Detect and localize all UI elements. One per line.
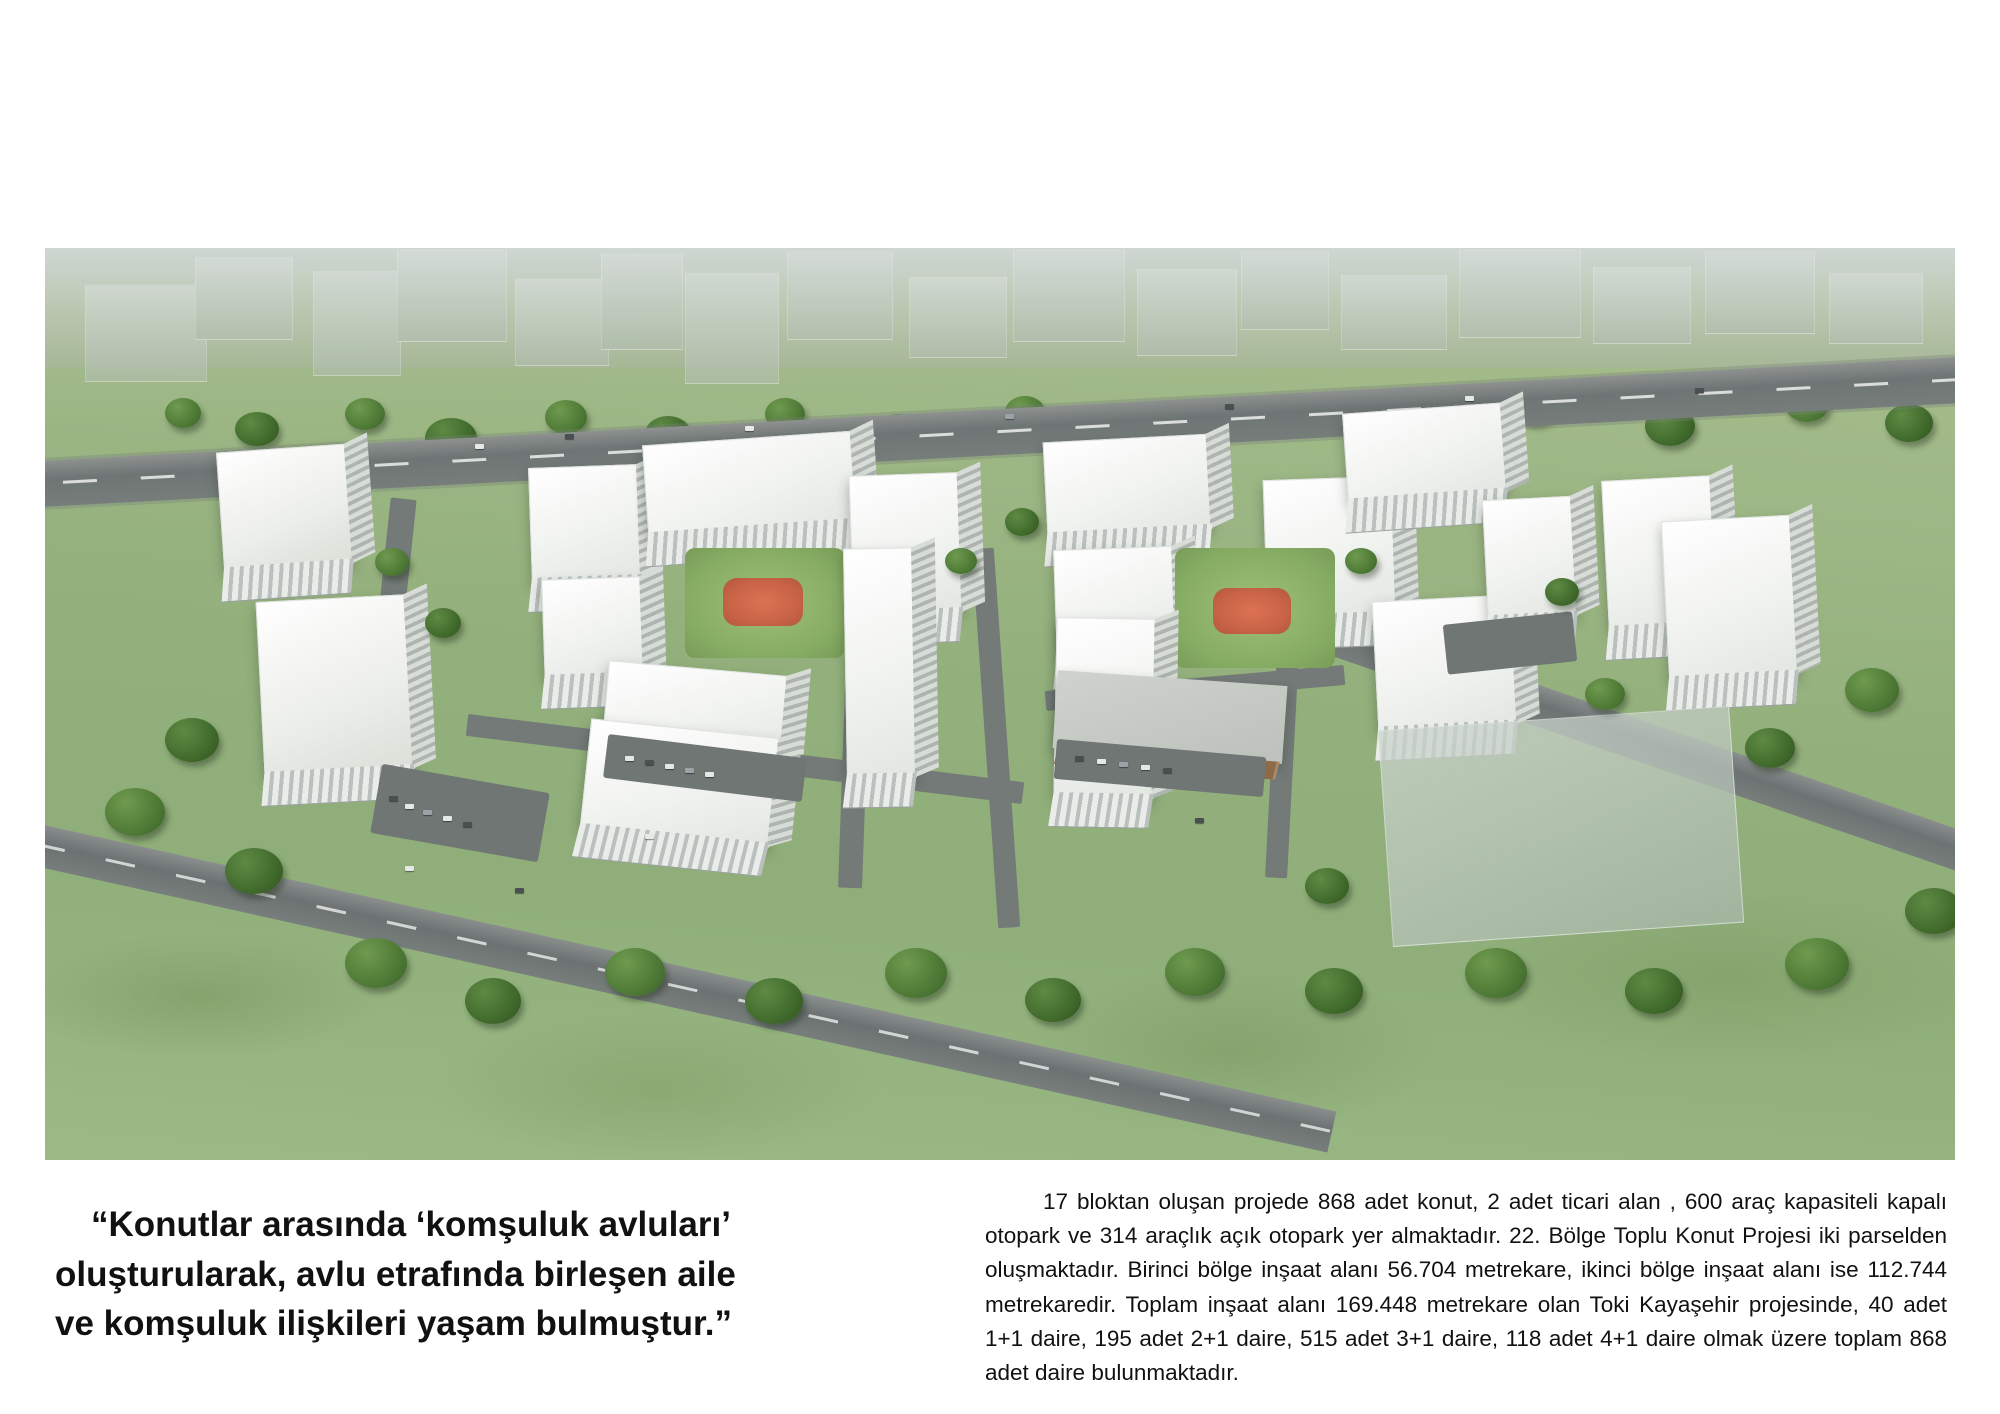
pull-quote bbox=[55, 1200, 865, 1349]
pull-quote-line-3: ve komşuluk ilişkileri yaşam bulmuştur.” bbox=[55, 1304, 732, 1344]
project-description-paragraph: 17 bloktan oluşan projede 868 adet konut, 2 adet ticari alan , 600 araç kapasiteli kapalı otopark ve 314 araçlık açık otopark yer almaktadır. 22. Bölge Toplu Konut Projesi iki parselden oluşmaktadır. Birinci bölge inşaat alanı 56.704 metrekare, ikinci bölge inşaat alanı ise 112.744 metrekaredir. Toplam inşaat alanı 169.448 metrekare olan Toki Kayaşehir projesinde, 40 adet 1+1 daire, 195 adet 2+1 daire, 515 adet 3+1 daire, 118 adet 4+1 daire olmak üzere toplam 868 adet daire bulunmaktadır. bbox=[985, 1189, 1947, 1385]
building-block bbox=[1661, 515, 1799, 682]
building-block bbox=[528, 464, 642, 583]
phase-2-massing-volume bbox=[1378, 706, 1744, 947]
body-text-block bbox=[985, 1185, 1947, 1390]
playground-area bbox=[723, 578, 803, 626]
building-block bbox=[843, 547, 917, 778]
building-block bbox=[1342, 403, 1508, 504]
pull-quote-line-2: oluşturularak, avlu etrafında birleşen aile bbox=[55, 1254, 736, 1294]
building-block bbox=[256, 594, 415, 777]
aerial-rendering-image bbox=[45, 248, 1955, 1160]
building-block bbox=[216, 444, 354, 573]
playground-area bbox=[1213, 588, 1291, 634]
building-block bbox=[642, 431, 858, 537]
rendering-canvas bbox=[45, 248, 1955, 1160]
building-block bbox=[1043, 434, 1213, 538]
pull-quote-line-1: “Konutlar arasında ‘komşuluk avluları’ bbox=[91, 1205, 731, 1244]
